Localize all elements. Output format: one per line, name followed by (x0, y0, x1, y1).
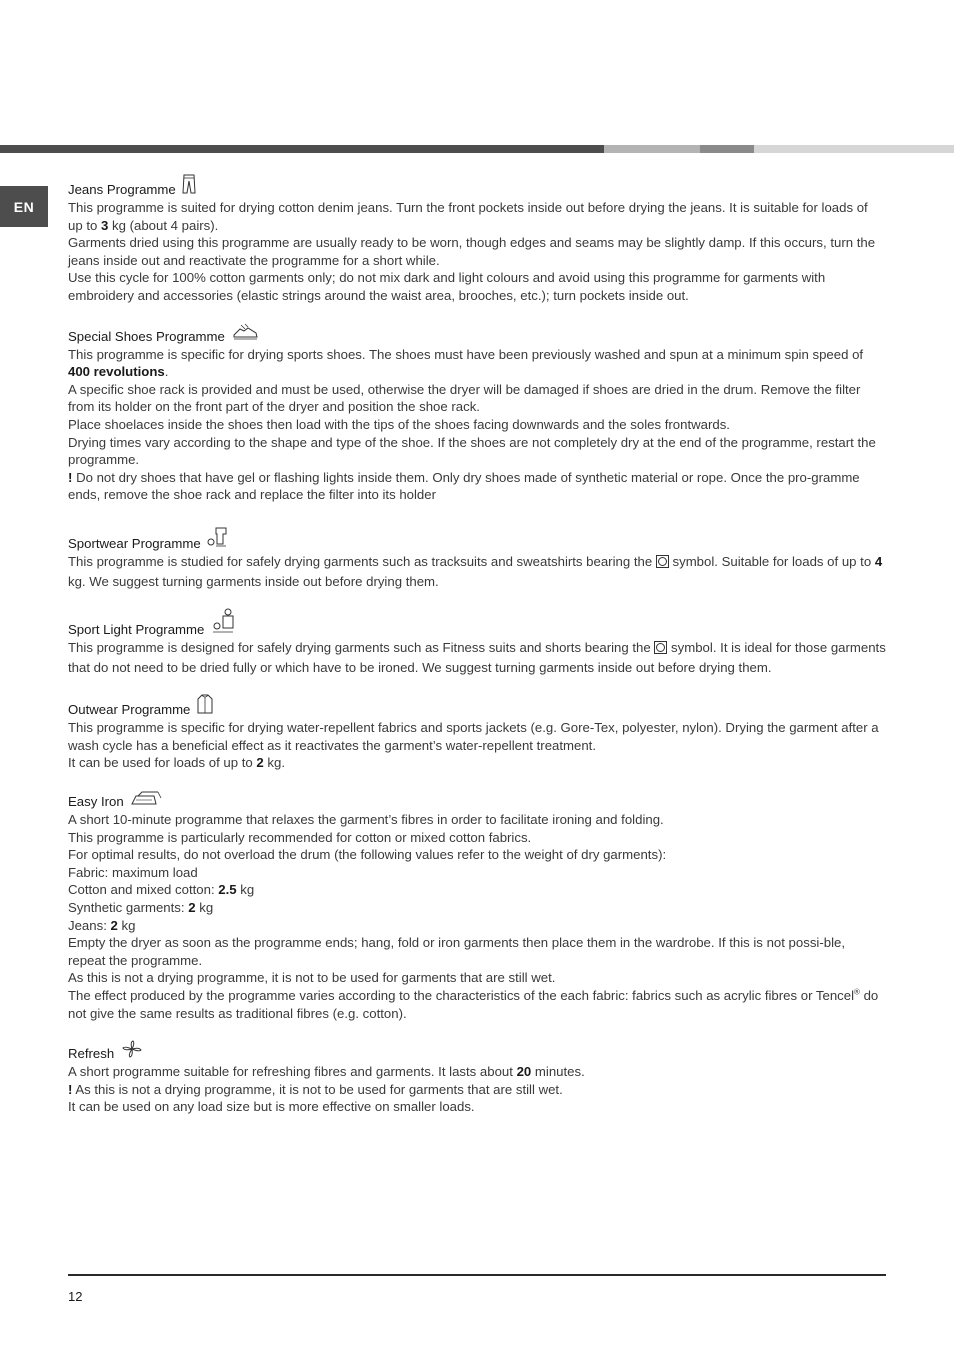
fan-icon (121, 1040, 143, 1063)
paragraph: ! Do not dry shoes that have gel or flashing lights inside them. Only dry shoes made of synthetic material or rope. Once the pro-gramme ends, remove the shoe rack and replace the filter into its holder (68, 469, 860, 503)
paragraph: Drying times vary according to the shape and type of the shoe. If the shoes are not completely dry at the end of the programme, restart the programme. (68, 434, 876, 468)
header-bar-segment (0, 145, 604, 153)
tumble-dry-symbol-icon (654, 641, 667, 659)
outwear-section (68, 694, 886, 772)
paragraph: ! As this is not a drying programme, it is not to be used for garments that are still wet. (68, 1081, 563, 1097)
jeans-icon (182, 174, 196, 199)
paragraph: As this is not a drying programme, it is not to be used for garments that are still wet. (68, 970, 556, 986)
paragraph: Synthetic garments: 2 kg (68, 900, 214, 916)
paragraph: The effect produced by the programme varies according to the characteristics of the each fabric: fabrics such as acrylic fibres or Tencel® do not give the same results as traditional fibres (e.g. cotton). (68, 987, 879, 1021)
footer-divider (68, 1274, 886, 1276)
language-tab: EN (0, 186, 48, 227)
paragraph: It can be used for loads of up to 2 kg. (68, 755, 286, 771)
paragraph: This programme is particularly recommended for cotton or mixed cotton fabrics. (68, 829, 532, 845)
section-title (68, 174, 886, 199)
jacket-icon (197, 694, 213, 719)
paragraph: A specific shoe rack is provided and must be used, otherwise the dryer will be damaged if shoes are dried in the drum. Remove the filter from its holder on the front part of the dryer and position the shoe rack. (68, 381, 861, 415)
section-title (68, 323, 886, 346)
paragraph: This programme is studied for safely drying garments such as tracksuits and sweatshirts bearing the symbol. Suitable for loads of up to 4 kg. We suggest turning garments inside out before drying them. (68, 553, 883, 589)
header-bar-segment (604, 145, 700, 153)
shoes-title: Special Shoes Programme (68, 328, 225, 344)
section-title (68, 526, 886, 553)
easy-iron-title: Easy Iron (68, 794, 124, 810)
main-content (68, 174, 886, 1134)
shoe-icon (232, 323, 259, 346)
paragraph: Cotton and mixed cotton: 2.5 kg (68, 882, 255, 898)
paragraph: Place shoelaces inside the shoes then load with the tips of the shoes facing downwards and the soles frontwards. (68, 416, 730, 432)
paragraph: For optimal results, do not overload the drum (the following values refer to the weight of dry garments): (68, 847, 667, 863)
header-bar-segment (700, 145, 754, 153)
section-title (68, 608, 886, 639)
section-title (68, 1040, 886, 1063)
sport-light-title: Sport Light Programme (68, 622, 205, 638)
shoes-section (68, 323, 886, 504)
paragraph: Fabric: maximum load (68, 864, 198, 880)
jeans-title: Jeans Programme (68, 182, 176, 197)
page-number: 12 (68, 1289, 83, 1304)
section-title (68, 694, 886, 719)
easy-iron-section (68, 790, 886, 1022)
tumble-dry-symbol-icon (656, 555, 669, 573)
paragraph: This programme is suited for drying cotton denim jeans. Turn the front pockets inside out before drying the jeans. It is suitable for loads of up to 3 kg (about 4 pairs). (68, 200, 868, 233)
jeans-section (68, 174, 886, 305)
paragraph: Jeans: 2 kg (68, 917, 136, 933)
paragraph: This programme is designed for safely drying garments such as Fitness suits and shorts bearing the symbol. It is ideal for those garments that do not need to be dried fully or which have to be ironed. We suggest turning garments inside out before drying them. (68, 640, 886, 675)
paragraph: Garments dried using this programme are usually ready to be worn, though edges and seams may be slightly damp. If this occurs, turn the jeans inside out and reactivate the programme for a short while. (68, 235, 876, 268)
refresh-section (68, 1040, 886, 1116)
sportwear-title: Sportwear Programme (68, 535, 201, 551)
paragraph: It can be used on any load size but is more effective on smaller loads. (68, 1099, 475, 1115)
iron-icon (130, 790, 164, 811)
header-bar (0, 145, 954, 153)
paragraph: This programme is specific for drying sports shoes. The shoes must have been previously washed and spun at a minimum spin speed of 400 revolutions. (68, 346, 864, 380)
paragraph: A short 10-minute programme that relaxes the garment’s fibres in order to facilitate ironing and folding. (68, 812, 664, 828)
sportwear-icon (207, 526, 229, 553)
paragraph: This programme is specific for drying water-repellent fabrics and sports jackets (e.g. Gore-Tex, polyester, nylon). Drying the garment after a wash cycle has a beneficial effect as it reactivates the garment’s water-repellent treatment. (68, 720, 879, 753)
sport-light-icon (211, 608, 235, 639)
sport-light-section (68, 608, 886, 676)
sportwear-section (68, 526, 886, 590)
paragraph: Empty the dryer as soon as the programme ends; hang, fold or iron garments then place them in the wardrobe. If this is not possi-ble, repeat the programme. (68, 935, 845, 968)
refresh-title: Refresh (68, 1046, 115, 1062)
section-title (68, 790, 886, 811)
paragraph: A short programme suitable for refreshing fibres and garments. It lasts about 20 minutes. (68, 1064, 585, 1080)
outwear-title: Outwear Programme (68, 702, 191, 718)
header-bar-segment (754, 145, 954, 153)
paragraph: Use this cycle for 100% cotton garments only; do not mix dark and light colours and avoid using this programme for garments with embroidery and accessories (elastic strings around the waist area, brooches, etc.); turn pockets inside out. (68, 270, 826, 303)
